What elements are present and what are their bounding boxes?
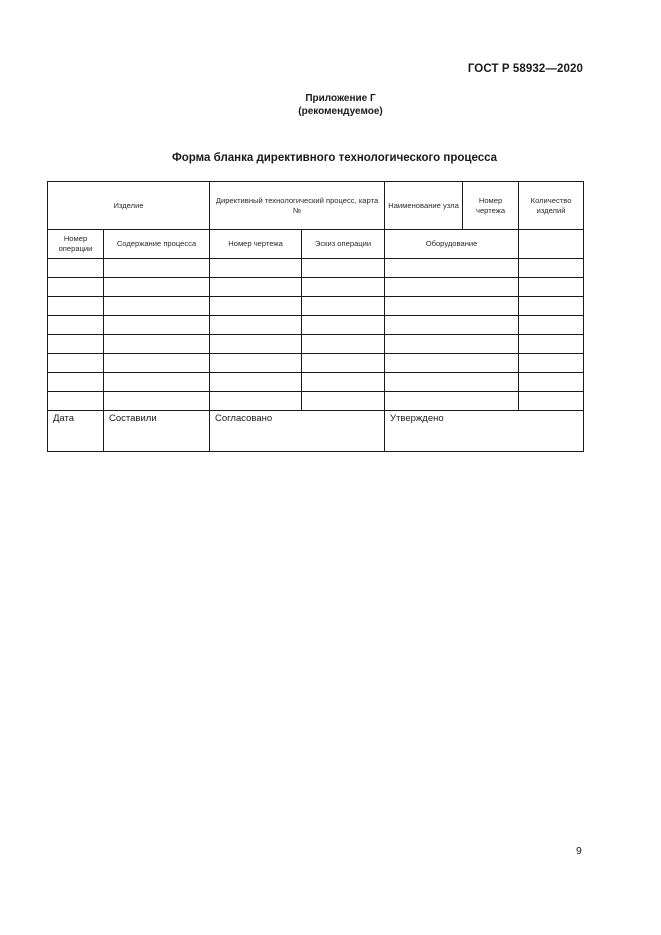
document-code: ГОСТ Р 58932—2020 xyxy=(467,63,583,75)
table-row xyxy=(48,259,584,278)
appendix-subtitle: (рекомендуемое) xyxy=(298,106,383,117)
empty-header-cell xyxy=(519,230,584,259)
table-row xyxy=(48,335,584,354)
approved-cell: Утверждено xyxy=(385,411,584,452)
date-cell: Дата xyxy=(48,411,104,452)
column-drawing-number-header: Номер чертежа xyxy=(210,230,302,259)
signature-row xyxy=(48,411,584,452)
process-form-table xyxy=(47,181,584,452)
equipment-header: Оборудование xyxy=(385,230,519,259)
agreed-cell: Согласовано xyxy=(210,411,385,452)
table-header-row-1 xyxy=(48,182,584,230)
table-row xyxy=(48,373,584,392)
unit-name-header: Наименование узла xyxy=(385,182,463,230)
drawing-number-header: Номер чертежа xyxy=(463,182,519,230)
process-card-header: Директивный технологический процесс, карта № xyxy=(210,182,385,230)
quantity-header: Количество изделий xyxy=(519,182,584,230)
form-title-block xyxy=(0,152,661,164)
operation-sketch-header: Эскиз операции xyxy=(302,230,385,259)
page-number: 9 xyxy=(576,845,582,857)
form-title: Форма бланка директивного технологического процесса xyxy=(171,152,498,164)
product-header: Изделие xyxy=(48,182,210,230)
process-content-header: Содержание процесса xyxy=(104,230,210,259)
table-row xyxy=(48,278,584,297)
compiled-cell: Составили xyxy=(104,411,210,452)
appendix-title: Приложение Г xyxy=(305,93,376,104)
operation-number-header: Номер операции xyxy=(48,230,104,259)
table-row xyxy=(48,354,584,373)
table-header-row-2 xyxy=(48,230,584,259)
appendix-heading xyxy=(0,92,661,118)
table-row xyxy=(48,316,584,335)
table-row xyxy=(48,392,584,411)
table-row xyxy=(48,297,584,316)
